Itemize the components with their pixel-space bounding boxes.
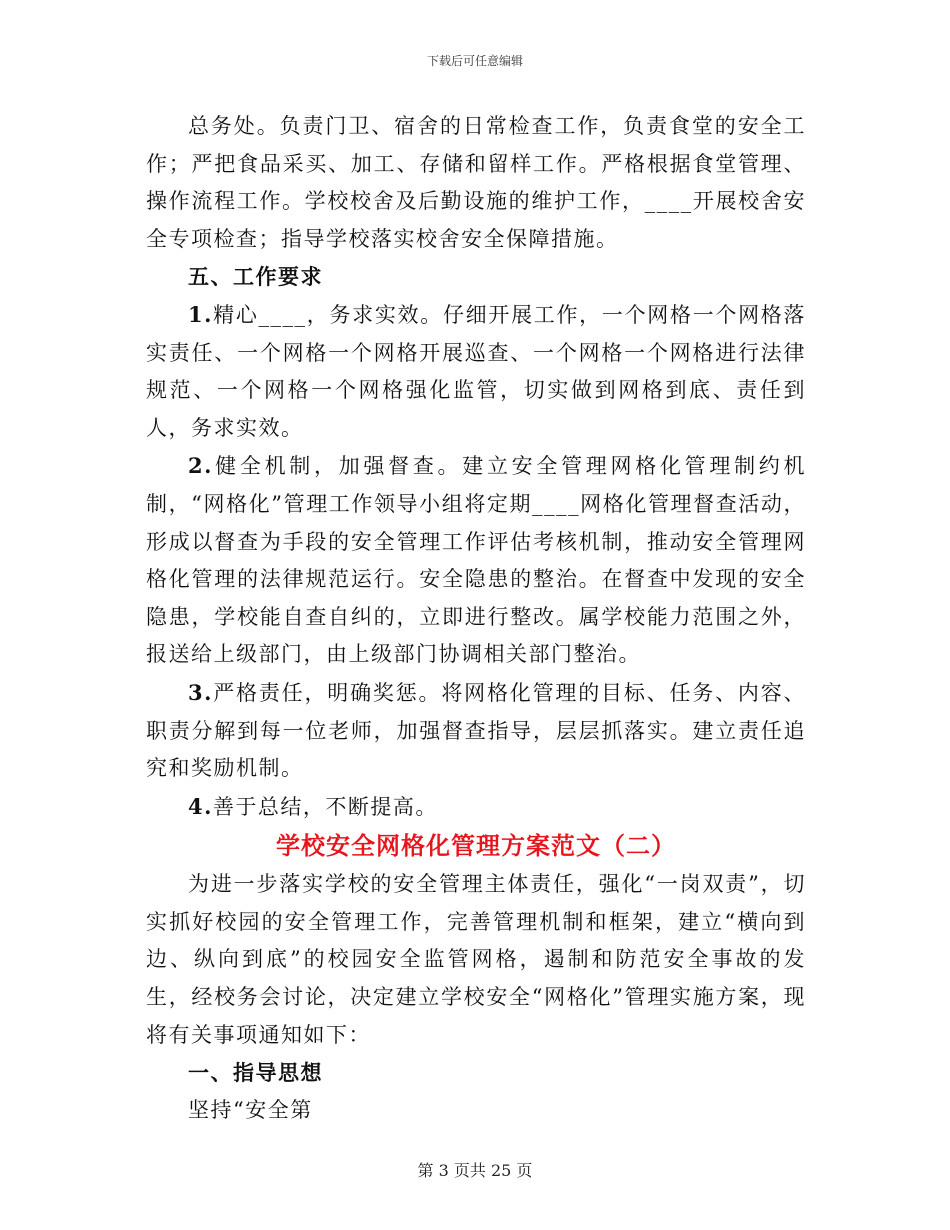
section-heading-guiding-ideology: 一、指导思想 [188,1060,323,1086]
page-header-note: 下载后可任意编辑 [426,54,523,68]
list-item-text: 健全机制，加强督查。建立安全管理网格化管理制约机制，“网格化”管理工作领导小组将定期____网格化管理督查活动，形成以督查为手段的安全管理工作评估考核机制，推动安全管理网格化管理的法律规范运行。安全隐患的整治。在督查中发现的安全隐患，学校能自查自纠的，立即进行整改。属学校能力范围之外，报送给上级部门，由上级部门协调相关部门整治。 [146,454,806,667]
list-item-number: 1. [188,301,213,327]
section-heading-work-requirements: 五、工作要求 [188,264,323,290]
list-item-2 [146,447,806,674]
list-item-3 [146,674,806,788]
document-body [146,108,806,1129]
list-item-text: 善于总结，不断提高。 [212,794,438,819]
paragraph-truncated: 坚持“安全第 [188,1097,313,1122]
list-item-1 [146,296,806,447]
list-item-number: 4. [188,793,213,819]
list-item-number: 3. [188,679,213,705]
list-item-number: 2. [188,453,213,479]
paragraph-general-affairs: 总务处。负责门卫、宿舍的日常检查工作，负责食堂的安全工作；严把食品采买、加工、存储和留样工作。严格根据食堂管理、操作流程工作。学校校舍及后勤设施的维护工作，____开展校舍安全专项检查；指导学校落实校舍安全保障措施。 [146,114,806,251]
page-footer-number: 第 3 页共 25 页 [417,1161,533,1180]
document-title-red: 学校安全网格化管理方案范文（二） [276,831,676,861]
paragraph-intro: 为进一步落实学校的安全管理主体责任，强化“一岗双责”，切实抓好校园的安全管理工作，完善管理机制和框架，建立“横向到边、纵向到底”的校园安全监管网格，遏制和防范安全事故的发生，经校务会讨论，决定建立学校安全“网格化”管理实施方案，现将有关事项通知如下： [146,872,806,1047]
list-item-text: 严格责任，明确奖惩。将网格化管理的目标、任务、内容、职责分解到每一位老师，加强督查指导，层层抓落实。建立责任追究和奖励机制。 [146,680,806,781]
list-item-4 [146,788,806,827]
list-item-text: 精心____，务求实效。仔细开展工作，一个网格一个网格落实责任、一个网格一个网格开展巡查、一个网格一个网格进行法律规范、一个网格一个网格强化监管，切实做到网格到底、责任到人，务求实效。 [146,302,806,440]
